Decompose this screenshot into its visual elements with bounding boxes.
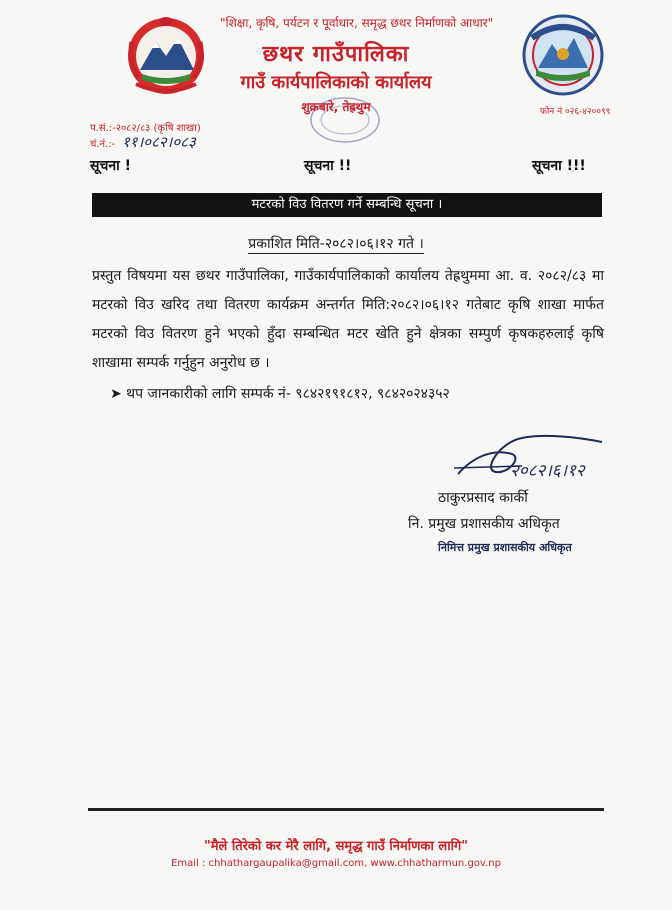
phone-number: फोन नं ०२६-४२००९९	[540, 107, 611, 117]
dispatch-number: ११।०८२।०८३	[122, 133, 196, 151]
dispatch-label: चं.नं.:-	[90, 139, 116, 150]
footer-divider	[88, 808, 604, 811]
footer-slogan: "मैले तिरेको कर मेरै लागि, समृद्ध गाउँ निर्माणका लागि"	[203, 839, 469, 854]
subject-banner: मटरको विउ वितरण गर्ने सम्बन्धि सूचना ।	[92, 193, 602, 217]
signer-name: ठाकुरप्रसाद कार्की	[438, 490, 528, 506]
published-date	[0, 234, 672, 253]
published-date-text: प्रकाशित मिति-२०८२।०६।१२ गते ।	[248, 236, 424, 252]
office-name: गाउँ कार्यपालिकाको कार्यालय	[240, 72, 432, 93]
municipality-name: छथर गाउँपालिका	[262, 42, 410, 67]
signer-title: नि. प्रमुख प्रशासकीय अधिकृत	[408, 516, 560, 532]
notice-heading-right: सूचना !!!	[532, 158, 586, 174]
signature-date: २०८२।६।१२	[510, 461, 585, 481]
notice-body: प्रस्तुत विषयमा यस छथर गाउँपालिका, गाउँकार्यपालिकाको कार्यालय तेह्रथुममा आ. व. २०८२/८३ मा मटरको विउ खरिद तथा वितरण कार्यक्रम अन्तर्गत मिति:२०८२।०६।१२ गतेबाट कृषि शाखा मार्फत मटरको विउ वितरण हुने भएको हुँदा सम्बन्धित मटर खेति हुने क्षेत्रका सम्पुर्ण कृषकहरुलाई कृषि शाखामा सम्पर्क गर्नुहुन अनुरोध छ ।	[92, 268, 604, 371]
header-slogan: "शिक्षा, कृषि, पर्यटन र पूर्वाधार, समृद्ध छथर निर्माणको आधार"	[220, 16, 494, 30]
reference-number: प.सं.:-२०८२/८३ (कृषि शाखा)	[90, 123, 201, 134]
footer-contact: Email : chhathargaupalika@gmail.com, www.chhatharmun.gov.np	[171, 858, 501, 869]
contact-line: ➤ थप जानकारीको लागि सम्पर्क नं- ९८४२१९१८१२, ९८४२०२४३५२	[110, 386, 450, 402]
office-address: शुक्रबारे, तेह्रथुम	[301, 100, 371, 114]
notice-heading-left: सूचना !	[90, 158, 132, 174]
official-stamp: निमित्त प्रमुख प्रशासकीय अधिकृत	[438, 541, 572, 554]
signature	[452, 428, 612, 494]
notice-heading-center: सूचना !!	[304, 158, 352, 174]
